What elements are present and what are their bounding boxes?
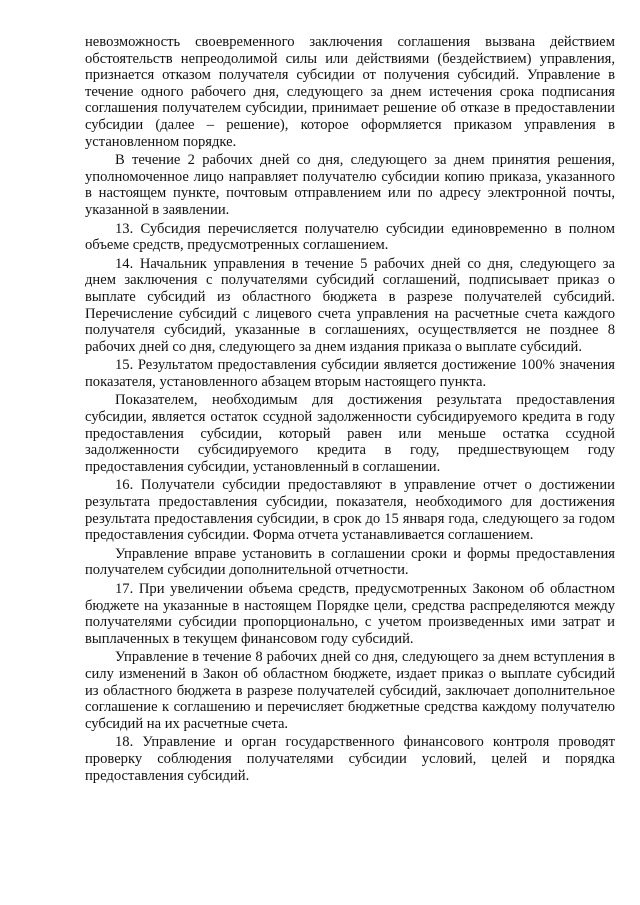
paragraph-budget-change: Управление в течение 8 рабочих дней со дня, следующего за днем вступления в силу изменений в Закон об областном бюджете, издает приказ о выплате субсидий из областного бюджета в разрезе получателей субсидий, заключает дополнительное соглашение к соглашению и перечисляет бюджетные средства каждому получателю субсидий на их расчетные счета.: [85, 649, 615, 732]
paragraph-continuation: невозможность своевременного заключения соглашения вызвана действием обстоятельств непреодолимой силы или действиями (бездействием) управления, признается отказом получателя субсидии от получения субсидий. Управление в течение одного рабочего дня, следующего за днем истечения срока подписания соглашения получателем субсидии, принимает решение об отказе в предоставлении субсидии (далее – решение), которое оформляется приказом управления в установленном порядке.: [85, 34, 615, 150]
paragraph-reporting: Управление вправе установить в соглашении сроки и формы предоставления получателем субсидии дополнительной отчетности.: [85, 545, 615, 579]
paragraph-item-15: 15. Результатом предоставления субсидии является достижение 100% значения показателя, установленного абзацем вторым настоящего пункта.: [85, 357, 615, 390]
paragraph-indicator: Показателем, необходимым для достижения результата предоставления субсидии, является остаток ссудной задолженности субсидируемого кредита в году предоставления субсидии, который равен или меньше остатка ссудной задолженности субсидируемого кредита в году, предшествующем году предоставления субсидии, установленный в соглашении.: [85, 392, 615, 475]
paragraph-item-13: 13. Субсидия перечисляется получателю субсидии единовременно в полном объеме средств, предусмотренных соглашением.: [85, 220, 615, 254]
paragraph-notification: В течение 2 рабочих дней со дня, следующего за днем принятия решения, уполномоченное лицо направляет получателю субсидии копию приказа, указанного в настоящем пункте, почтовым отправлением или по адресу электронной почты, указанной в заявлении.: [85, 152, 615, 218]
paragraph-item-16: 16. Получатели субсидии предоставляют в управление отчет о достижении результата предоставления субсидии, показателя, необходимого для достижения результата предоставления субсидии, в срок до 15 января года, следующего за годом предоставления субсидии. Форма отчета устанавливается соглашением.: [85, 477, 615, 544]
paragraph-item-14: 14. Начальник управления в течение 5 рабочих дней со дня, следующего за днем заключения с получателями субсидий соглашений, подписывает приказ о выплате субсидий из областного бюджета в разрезе получателей субсидий. Перечисление субсидий с лицевого счета управления на расчетные счета каждого получателя субсидий, указанные в соглашениях, осуществляется не позднее 8 рабочих дней со дня, следующего за днем издания приказа о выплате субсидий.: [85, 255, 615, 355]
paragraph-item-18: 18. Управление и орган государственного финансового контроля проводят проверку соблюдения получателями субсидии условий, целей и порядка предоставления субсидий.: [85, 734, 615, 784]
paragraph-item-17: 17. При увеличении объема средств, предусмотренных Законом об областном бюджете на указанные в настоящем Порядке цели, средства распределяются между получателями субсидии пропорционально, с учетом произведенных ими затрат и выплаченных в текущем финансовом году субсидий.: [85, 581, 615, 647]
document-page: [85, 34, 615, 784]
